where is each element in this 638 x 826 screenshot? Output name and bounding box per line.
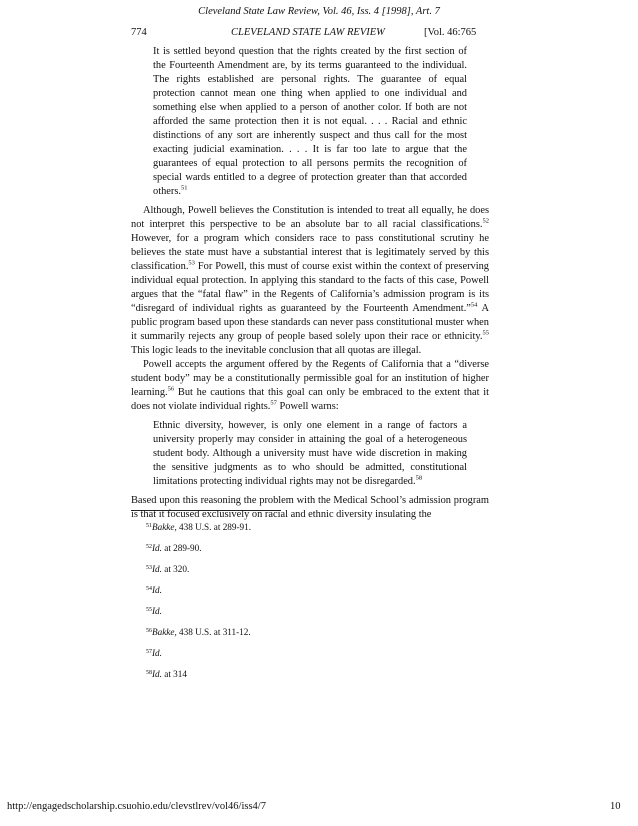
sentence: For Powell, this must of course exist within the context of preserving individual equal protection. In applying this standard to the facts of this case, Powell argues that the “fatal flaw” in the Regents of California’s admission program is its “disregard of individual rights as guaranteed by the Fourteenth Amendment.” [131, 261, 489, 314]
footnote-number: 55 [146, 607, 152, 613]
footnote-number: 53 [146, 565, 152, 571]
journal-citation-header: Cleveland State Law Review, Vol. 46, Iss. 4 [1998], Art. 7 [198, 6, 440, 17]
sentence: Powell warns: [276, 401, 339, 412]
paragraph-diverse-student-body [131, 358, 489, 414]
footnote-ref[interactable]: 58 [415, 474, 423, 482]
quote-text: It is settled beyond question that the rights created by the first section of the Fourteenth Amendment are, by its terms guaranteed to the individual. The rights established are personal rights. The guarantee of equal protection cannot mean one thing when applied to one individual and something else when applied to a person of another color. If both are not afforded the same protection then it is not equal. . . . Racial and ethnic distinctions of any sort are inherently suspect and thus call for the most exacting judicial examination. . . . It is far too late to argue that the guarantees of equal protection to all persons permits the recognition of special wards entitled to a degree of protection greater than that accorded others. [153, 46, 467, 197]
paragraph-powell-constitution [131, 204, 489, 358]
footnote-case: Id. [152, 585, 162, 595]
footnote [146, 563, 251, 584]
running-title: CLEVELAND STATE LAW REVIEW [231, 27, 385, 38]
footnote-number: 54 [146, 586, 152, 592]
article-body [131, 45, 489, 522]
sentence: A public program based upon these standards can never pass constitutional muster when it summarily rejects any group of people based solely upon their race or ethnicity. [131, 303, 490, 342]
footnote-text: at 289-90. [161, 543, 202, 553]
source-url-link[interactable]: http://engagedscholarship.csuohio.edu/clevstlrev/vol46/iss4/7 [7, 801, 266, 812]
footnotes [146, 521, 251, 689]
page-number: 774 [131, 27, 147, 38]
footnote [146, 605, 251, 626]
footnote-case: Bakke [152, 522, 175, 532]
footnote-ref[interactable]: 57 [270, 399, 277, 407]
footnote-ref[interactable]: 54 [470, 301, 478, 309]
footnote-ref[interactable]: 55 [482, 329, 489, 337]
footnote-case: Id. [152, 543, 162, 553]
footnote-ref[interactable]: 52 [482, 217, 489, 225]
footnote-case: Id. [152, 669, 162, 679]
footnote-text: at 320. [161, 564, 190, 574]
sentence: However, for a program which considers race to pass constitutional scrutiny he believes the state must have a substantial interest that is legitimately served by this classification. [131, 233, 489, 272]
footnote-divider [131, 510, 281, 511]
footnote [146, 584, 251, 605]
footnote-case: Id. [152, 606, 162, 616]
footnote [146, 542, 251, 563]
block-quote-ethnic-diversity [131, 419, 467, 489]
footnote [146, 668, 251, 689]
footnote-number: 58 [146, 670, 152, 676]
sentence: Powell accepts the argument offered by the Regents of California that a “diverse student body” may be a constitutionally permissible goal for an institution of higher learning. [131, 359, 489, 398]
footnote-ref[interactable]: 53 [188, 259, 195, 267]
footnote-ref[interactable]: 51 [181, 184, 188, 192]
footnote [146, 647, 251, 668]
footnote-case: Bakke [152, 627, 175, 637]
footnote-ref[interactable]: 56 [167, 385, 175, 393]
sentence: But he cautions that this goal can only be embraced to the extent that it does not violate individual rights. [131, 387, 489, 412]
footnote-number: 51 [146, 523, 152, 529]
footnote-number: 52 [146, 544, 152, 550]
footnote-text: , 438 U.S. at 289-91. [174, 522, 252, 532]
footnote-text: at 314 [161, 669, 187, 679]
pdf-page-number: 10 [610, 801, 621, 812]
paragraph-medical-school: Based upon this reasoning the problem with the Medical School’s admission program is that it focused exclusively on racial and ethnic diversity insulating the [131, 495, 489, 520]
volume-reference: [Vol. 46:765 [424, 27, 477, 38]
quote-text: Ethnic diversity, however, is only one element in a range of factors a university properly may consider in attaining the goal of a heterogeneous student body. Although a university must have wide discretion in making the sensitive judgments as to who should be admitted, constitutional limitations protecting individual rights may not be disregarded. [153, 420, 467, 487]
footnote-case: Id. [152, 648, 162, 658]
footnote-number: 57 [146, 649, 152, 655]
footnote-case: Id. [152, 564, 162, 574]
sentence: Although, Powell believes the Constitution is intended to treat all equally, he does not interpret this perspective to be an absolute bar to all racial classifications. [131, 205, 489, 230]
block-quote-equal-protection [131, 45, 467, 199]
footnote [146, 521, 251, 542]
footnote-number: 56 [146, 628, 152, 634]
footnote [146, 626, 251, 647]
sentence: This logic leads to the inevitable conclusion that all quotas are illegal. [131, 345, 422, 356]
footnote-text: , 438 U.S. at 311-12. [174, 627, 251, 637]
